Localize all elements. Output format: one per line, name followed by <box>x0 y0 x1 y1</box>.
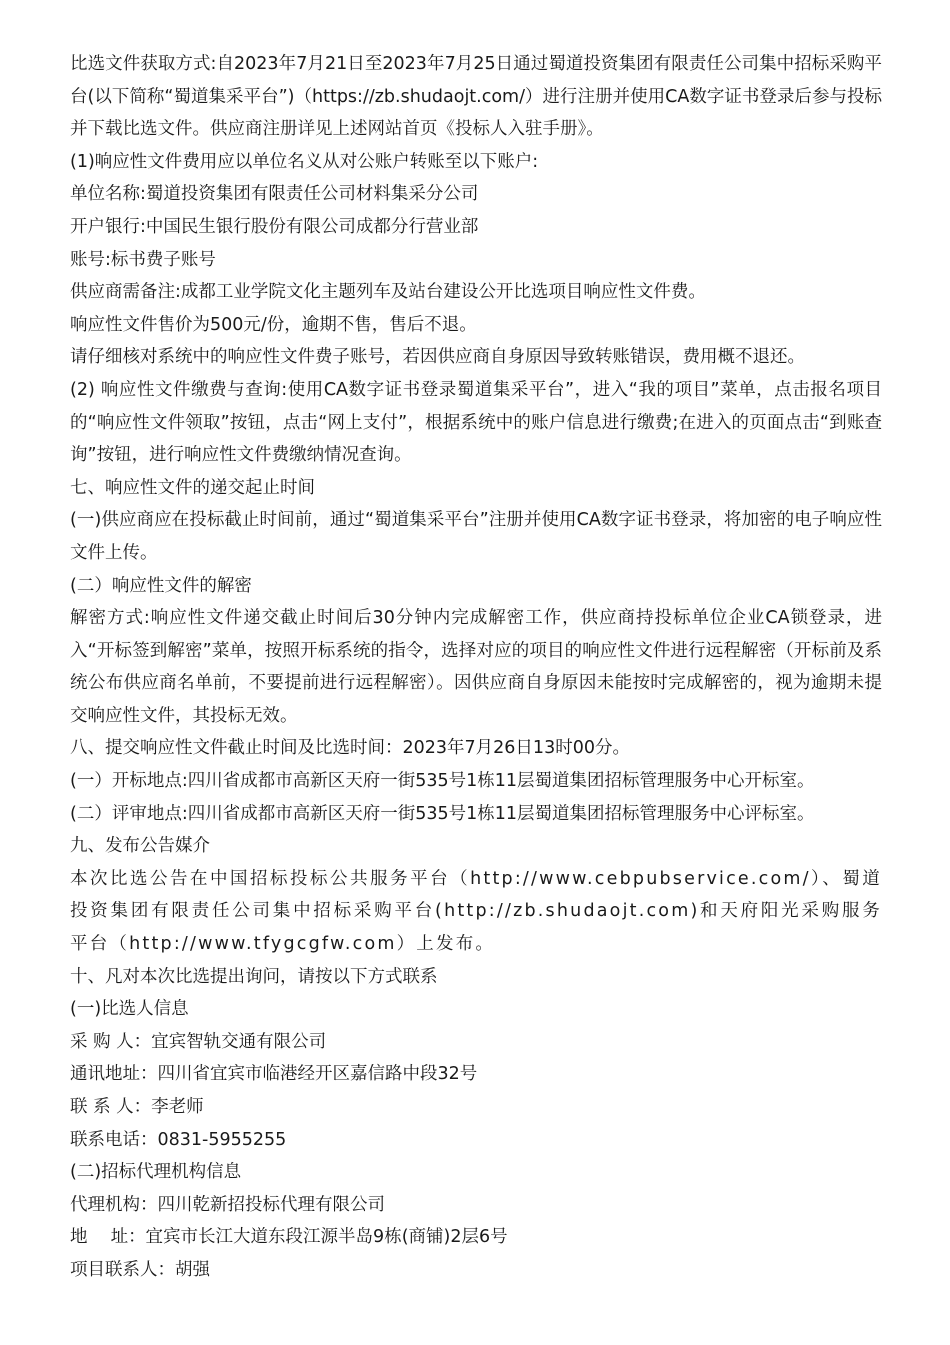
paragraph-remark: 供应商需备注:成都工业学院文化主题列车及站台建设公开比选项目响应性文件费。 <box>70 282 706 303</box>
subheading-decryption: (二）响应性文件的解密 <box>70 575 252 596</box>
section-heading-7: 七、响应性文件的递交起止时间 <box>70 477 315 498</box>
paragraph-project-contact: 项目联系人：胡强 <box>70 1259 210 1280</box>
paragraph-agency: 代理机构：四川乾新招投标代理有限公司 <box>70 1194 385 1215</box>
paragraph-publication-media: 本次比选公告在中国招标投标公共服务平台（http://www.cebpubservice.com/）、蜀道投资集团有限责任公司集中招标采购平台(http://zb.shudaojt.com)和天府阳光采购服务平台（http://www.tfygcgfw.com）上发布。 <box>70 868 882 955</box>
paragraph-upload: (一)供应商应在投标截止时间前，通过“蜀道集采平台”注册并使用CA数字证书登录，将加密的电子响应性文件上传。 <box>70 510 882 563</box>
paragraph-decryption-method: 解密方式:响应性文件递交截止时间后30分钟内完成解密工作，供应商持投标单位企业CA锁登录，进入“开标签到解密”菜单，按照开标系统的指令，选择对应的项目的响应性文件进行远程解密（开标前及系统公布供应商名单前，不要提前进行远程解密）。因供应商自身原因未能按时完成解密的，视为逾期未提交响应性文件，其投标无效。 <box>70 608 882 726</box>
subheading-purchaser-info: (一)比选人信息 <box>70 999 189 1020</box>
section-heading-9: 九、发布公告媒介 <box>70 836 210 857</box>
paragraph-refund-notice: 请仔细核对系统中的响应性文件费子账号，若因供应商自身原因导致转账错误，费用概不退还。 <box>70 347 805 368</box>
subheading-agency-info: (二)招标代理机构信息 <box>70 1162 242 1183</box>
paragraph-fee-transfer: (1)响应性文件费用应以单位名义从对公账户转账至以下账户: <box>70 151 539 172</box>
section-heading-10: 十、凡对本次比选提出询问，请按以下方式联系 <box>70 966 438 987</box>
paragraph-price: 响应性文件售价为500元/份，逾期不售，售后不退。 <box>70 314 477 335</box>
section-heading-8: 八、提交响应性文件截止时间及比选时间：2023年7月26日13时00分。 <box>70 738 630 759</box>
paragraph-payment-query: (2) 响应性文件缴费与查询:使用CA数字证书登录蜀道集采平台”，进入“我的项目”菜单，点击报名项目的“响应性文件领取”按钮，点击“网上支付”，根据系统中的账户信息进行缴费;在进入的页面点击“到账查询”按钮，进行响应性文件费缴纳情况查询。 <box>70 379 882 466</box>
paragraph-purchaser: 采 购 人：宜宾智轨交通有限公司 <box>70 1031 327 1052</box>
paragraph-opening-location: (一）开标地点:四川省成都市高新区天府一街535号1栋11层蜀道集团招标管理服务中心开标室。 <box>70 771 815 792</box>
paragraph-phone: 联系电话：0831-5955255 <box>70 1129 287 1150</box>
paragraph-review-location: (二）评审地点:四川省成都市高新区天府一街535号1栋11层蜀道集团招标管理服务中心评标室。 <box>70 803 815 824</box>
document-body <box>70 48 882 1287</box>
paragraph-bid-document-access: 比选文件获取方式:自2023年7月21日至2023年7月25日通过蜀道投资集团有限责任公司集中招标采购平台(以下简称“蜀道集采平台”)（https://zb.shudaojt.com/）进行注册并使用CA数字证书登录后参与投标并下载比选文件。供应商注册详见上述网站首页《投标人入驻手册》。 <box>70 54 882 140</box>
paragraph-agency-address: 地 址：宜宾市长江大道东段江源半岛9栋(商铺)2层6号 <box>70 1227 508 1248</box>
paragraph-account-number: 账号:标书费子账号 <box>70 249 216 270</box>
paragraph-bank: 开户银行:中国民生银行股份有限公司成都分行营业部 <box>70 216 479 237</box>
paragraph-contact-person: 联 系 人：李老师 <box>70 1097 204 1117</box>
paragraph-account-name: 单位名称:蜀道投资集团有限责任公司材料集采分公司 <box>70 184 479 205</box>
paragraph-address: 通讯地址：四川省宜宾市临港经开区嘉信路中段32号 <box>70 1064 478 1085</box>
